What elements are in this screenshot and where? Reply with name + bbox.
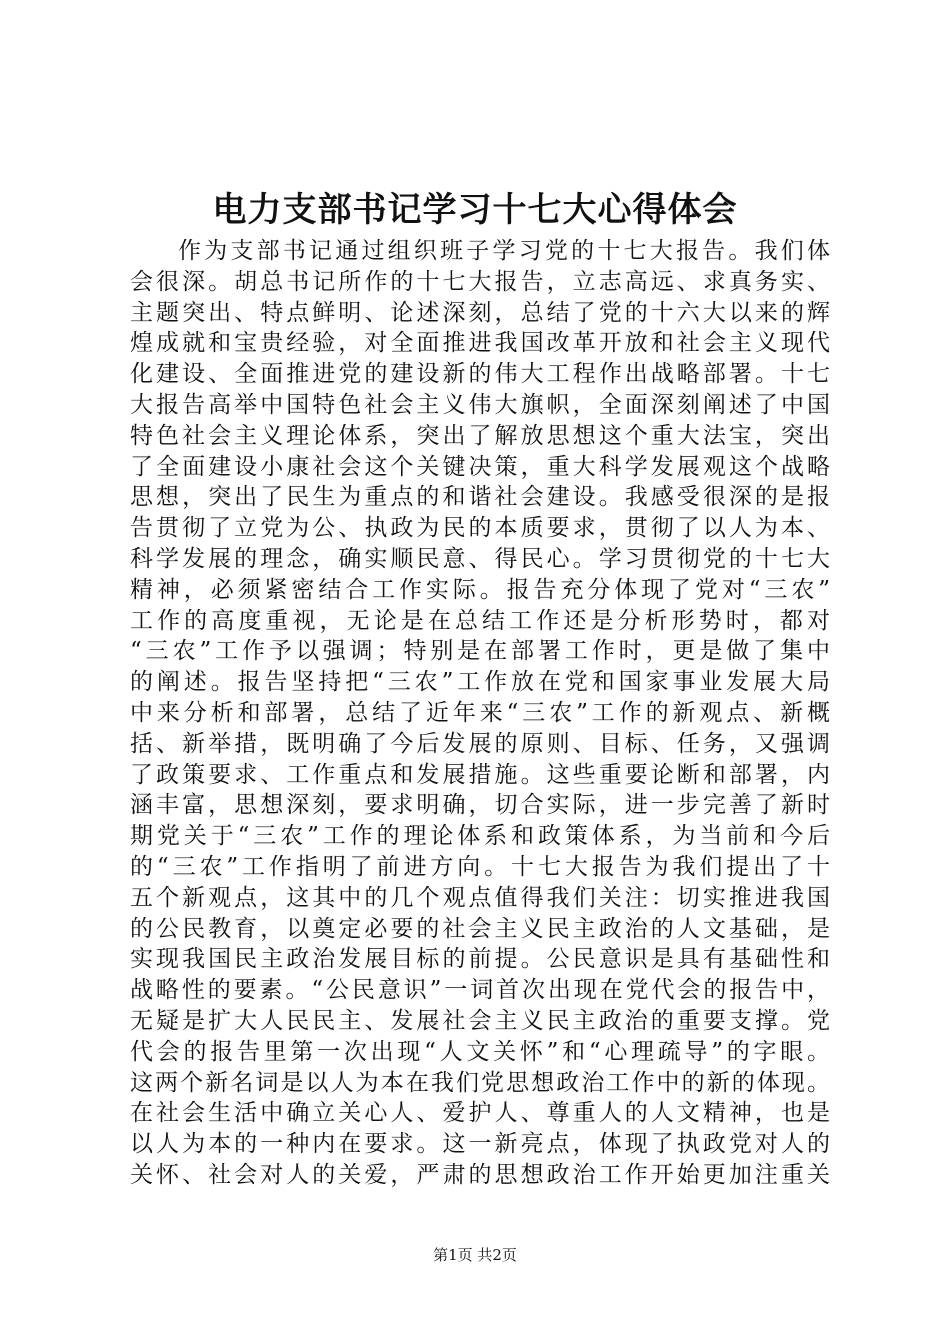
body-line: 涵丰富，思想深刻，要求明确，切合实际，进一步完善了新时: [130, 792, 830, 819]
body-line: 无疑是扩大人民民主、发展社会主义民主政治的重要支撑。党: [130, 1007, 830, 1034]
body-line: 会很深。胡总书记所作的十七大报告，立志高远、求真务实、: [130, 268, 830, 295]
body-line: 的阐述。报告坚持把“三农”工作放在党和国家事业发展大局: [130, 669, 830, 696]
body-line: 代会的报告里第一次出现“人文关怀”和“心理疏导”的字眼。: [130, 1038, 830, 1065]
body-line: 告贯彻了立党为公、执政为民的本质要求，贯彻了以人为本、: [130, 515, 830, 542]
document-title: 电力支部书记学习十七大心得体会: [212, 190, 738, 230]
body-line: 主题突出、特点鲜明、论述深刻，总结了党的十六大以来的辉: [130, 299, 830, 326]
body-line: 五个新观点，这其中的几个观点值得我们关注：切实推进我国: [130, 884, 830, 911]
body-line: 煌成就和宝贵经验，对全面推进我国改革开放和社会主义现代: [130, 330, 830, 357]
body-line: 关怀、社会对人的关爱，严肃的思想政治工作开始更加注重关: [130, 1161, 830, 1188]
page-footer: 第1页 共2页: [433, 1246, 517, 1264]
body-line: 战略性的要素。“公民意识”一词首次出现在党代会的报告中，: [130, 977, 830, 1004]
body-line: 的公民教育，以奠定必要的社会主义民主政治的人文基础，是: [130, 915, 830, 942]
body-line: 了全面建设小康社会这个关键决策，重大科学发展观这个战略: [130, 453, 830, 480]
body-line: 这两个新名词是以人为本在我们党思想政治工作中的新的体现。: [130, 1069, 830, 1096]
body-line: 化建设、全面推进党的建设新的伟大工程作出战略部署。十七: [130, 361, 830, 388]
body-line: 在社会生活中确立关心人、爱护人、尊重人的人文精神，也是: [130, 1100, 830, 1127]
body-line: 特色社会主义理论体系，突出了解放思想这个重大法宝，突出: [130, 422, 830, 449]
body-line: 工作的高度重视，无论是在总结工作还是分析形势时，都对: [130, 607, 830, 634]
body-line: “三农”工作予以强调；特别是在部署工作时，更是做了集中: [130, 638, 830, 665]
body-line: 括、新举措，既明确了今后发展的原则、目标、任务，又强调: [130, 730, 830, 757]
body-line: 期党关于“三农”工作的理论体系和政策体系，为当前和今后: [130, 823, 830, 850]
body-line: 实现我国民主政治发展目标的前提。公民意识是具有基础性和: [130, 946, 830, 973]
body-line: 了政策要求、工作重点和发展措施。这些重要论断和部署，内: [130, 761, 830, 788]
body-line: 作为支部书记通过组织班子学习党的十七大报告。我们体: [178, 238, 830, 264]
body-line: 以人为本的一种内在要求。这一新亮点，体现了执政党对人的: [130, 1131, 830, 1158]
body-line: 思想，突出了民生为重点的和谐社会建设。我感受很深的是报: [130, 484, 830, 511]
body-line: 中来分析和部署，总结了近年来“三农”工作的新观点、新概: [130, 699, 830, 726]
body-line: 大报告高举中国特色社会主义伟大旗帜，全面深刻阐述了中国: [130, 391, 830, 418]
body-line: 科学发展的理念，确实顺民意、得民心。学习贯彻党的十七大: [130, 545, 830, 572]
body-line: 精神，必须紧密结合工作实际。报告充分体现了党对“三农”: [130, 576, 830, 603]
body-paragraph: [130, 236, 830, 1191]
body-line: 的“三农”工作指明了前进方向。十七大报告为我们提出了十: [130, 853, 830, 880]
